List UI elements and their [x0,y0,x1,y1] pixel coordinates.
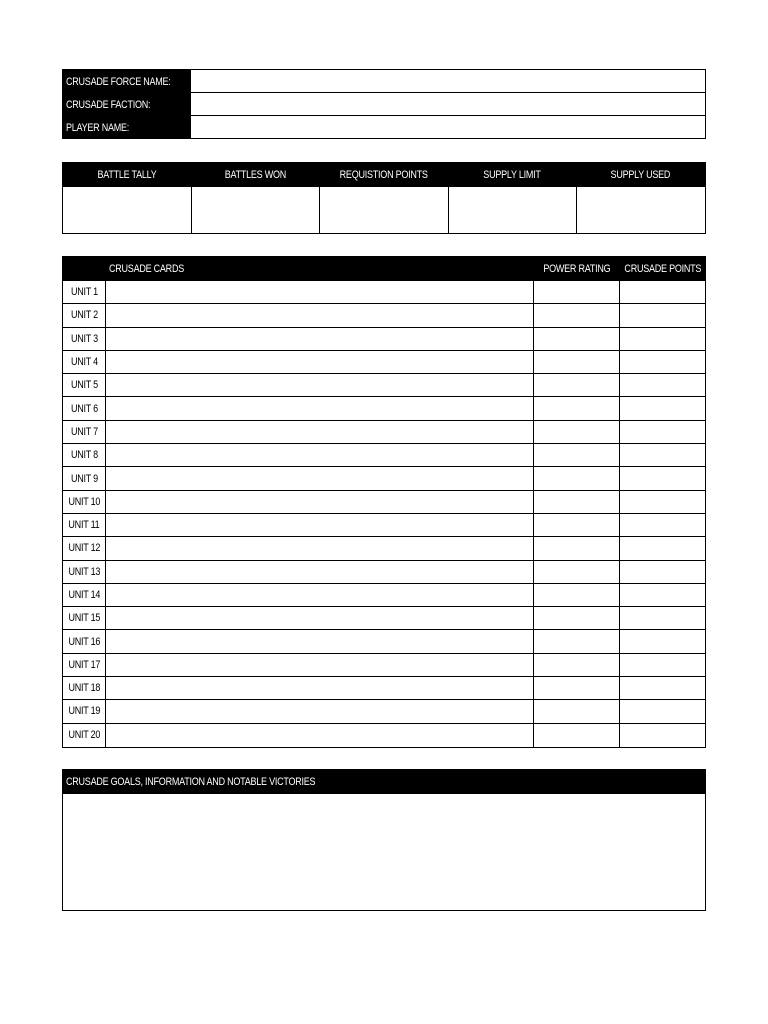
table-row [63,281,705,304]
crusade-points-field[interactable] [620,584,705,606]
crusade-card-field[interactable] [106,467,534,489]
power-rating-field[interactable] [534,654,620,676]
crusade-card-field[interactable] [106,514,534,536]
player-name-label: PLAYER NAME: [66,121,130,134]
unit-label: UNIT 7 [70,425,98,438]
stats-header-row [63,163,705,187]
goals-header [63,770,705,794]
unit-label: UNIT 20 [68,729,100,742]
crusade-stats-table [62,162,706,234]
crusade-points-field[interactable] [620,491,705,513]
unit-label: UNIT 12 [68,542,100,555]
unit-label: UNIT 15 [68,612,100,625]
power-rating-field[interactable] [534,607,620,629]
power-rating-field[interactable] [534,397,620,419]
unit-label: UNIT 6 [70,402,98,415]
force-name-label: CRUSADE FORCE NAME: [66,75,171,88]
unit-label-cell [63,654,106,676]
power-rating-field[interactable] [534,630,620,652]
unit-label-cell [63,397,106,419]
crusade-card-field[interactable] [106,374,534,396]
power-rating-field[interactable] [534,444,620,466]
goals-header-label: CRUSADE GOALS, INFORMATION AND NOTABLE VICTORIES [66,776,316,788]
unit-label-cell [63,700,106,722]
unit-label-cell [63,561,106,583]
unit-label-cell [63,444,106,466]
crusade-points-field[interactable] [620,561,705,583]
crusade-card-field[interactable] [106,724,534,747]
power-rating-field[interactable] [534,537,620,559]
battle-tally-header: BATTLE TALLY [97,169,157,181]
crusade-card-field[interactable] [106,561,534,583]
crusade-points-field[interactable] [620,397,705,419]
battles-won-header: BATTLES WON [224,169,287,181]
crusade-card-field[interactable] [106,281,534,303]
faction-label: CRUSADE FACTION: [66,98,151,111]
table-row [63,677,705,700]
supply-limit-header: SUPPLY LIMIT [483,169,542,181]
table-row [63,374,705,397]
crusade-card-field[interactable] [106,700,534,722]
table-row [63,491,705,514]
crusade-goals-block [62,769,706,911]
power-rating-field[interactable] [534,421,620,443]
unit-label-cell [63,304,106,326]
table-row [63,444,705,467]
table-row [63,467,705,490]
table-row [63,304,705,327]
power-rating-field[interactable] [534,374,620,396]
crusade-points-field[interactable] [620,328,705,350]
unit-label: UNIT 19 [68,705,100,718]
crusade-card-field[interactable] [106,491,534,513]
unit-label-cell [63,374,106,396]
unit-label-cell [63,537,106,559]
units-body [63,281,705,747]
unit-label-cell [63,421,106,443]
table-row [63,654,705,677]
crusade-card-field[interactable] [106,444,534,466]
unit-label-cell [63,328,106,350]
crusade-points-field[interactable] [620,444,705,466]
crusade-points-field[interactable] [620,514,705,536]
crusade-card-field[interactable] [106,584,534,606]
crusade-points-field[interactable] [620,700,705,722]
crusade-card-field[interactable] [106,630,534,652]
player-name-row [63,116,705,139]
power-rating-field[interactable] [534,281,620,303]
crusade-points-field[interactable] [620,421,705,443]
player-name-field[interactable] [191,116,705,139]
crusade-points-field[interactable] [620,351,705,373]
force-name-field[interactable] [191,70,705,93]
crusade-card-field[interactable] [106,397,534,419]
unit-label-cell [63,467,106,489]
power-rating-field[interactable] [534,561,620,583]
table-row [63,397,705,420]
unit-label-cell [63,724,106,747]
table-row [63,561,705,584]
crusade-points-field[interactable] [620,467,705,489]
table-row [63,421,705,444]
crusade-identity-block [62,69,706,139]
unit-label-cell [63,351,106,373]
faction-label-cell [63,93,191,116]
force-name-row [63,70,705,93]
crusade-points-field[interactable] [620,654,705,676]
requisition-points-header: REQUISTION POINTS [339,169,429,181]
supply-limit-field[interactable] [449,187,578,233]
crusade-card-field[interactable] [106,304,534,326]
crusade-card-field[interactable] [106,537,534,559]
unit-label-cell [63,491,106,513]
power-rating-field[interactable] [534,304,620,326]
power-rating-field[interactable] [534,584,620,606]
unit-label: UNIT 8 [70,449,98,462]
crusade-card-field[interactable] [106,654,534,676]
unit-label-cell [63,607,106,629]
table-row [63,351,705,374]
supply-used-header: SUPPLY USED [611,169,671,181]
goals-notes-field[interactable] [63,794,705,910]
table-row [63,537,705,560]
unit-label: UNIT 10 [68,495,100,508]
unit-label: UNIT 5 [70,379,98,392]
power-rating-field[interactable] [534,514,620,536]
crusade-points-field[interactable] [620,281,705,303]
requisition-points-field[interactable] [320,187,449,233]
crusade-cards-header: CRUSADE CARDS [109,263,184,275]
unit-label: UNIT 4 [70,356,98,369]
crusade-points-header: CRUSADE POINTS [624,263,701,275]
power-rating-header: POWER RATING [543,263,611,275]
unit-label: UNIT 17 [68,658,100,671]
stats-value-row [63,187,705,233]
unit-label: UNIT 14 [68,589,100,601]
table-row [63,514,705,537]
unit-label-cell [63,677,106,699]
power-rating-field[interactable] [534,351,620,373]
power-rating-field[interactable] [534,491,620,513]
battles-won-field[interactable] [192,187,321,233]
unit-label: UNIT 11 [68,519,100,532]
unit-label: UNIT 3 [70,332,98,345]
crusade-points-field[interactable] [620,630,705,652]
unit-label: UNIT 16 [68,635,100,648]
table-row [63,630,705,653]
units-header-row [63,257,705,281]
faction-row [63,93,705,116]
power-rating-field[interactable] [534,724,620,747]
power-rating-field[interactable] [534,677,620,699]
unit-label-cell [63,281,106,303]
table-row [63,724,705,747]
battle-tally-field[interactable] [63,187,192,233]
power-rating-field[interactable] [534,467,620,489]
crusade-points-field[interactable] [620,724,705,747]
table-row [63,328,705,351]
unit-label-cell [63,584,106,606]
crusade-cards-table [62,256,706,748]
unit-label: UNIT 2 [70,309,98,322]
power-rating-field[interactable] [534,328,620,350]
table-row [63,607,705,630]
crusade-card-field[interactable] [106,328,534,350]
crusade-points-field[interactable] [620,537,705,559]
table-row [63,584,705,607]
crusade-points-field[interactable] [620,304,705,326]
unit-label-cell [63,630,106,652]
unit-label: UNIT 1 [70,286,98,299]
unit-label: UNIT 13 [68,565,100,578]
faction-field[interactable] [191,93,705,116]
force-name-label-cell [63,70,191,93]
crusade-points-field[interactable] [620,607,705,629]
crusade-card-field[interactable] [106,421,534,443]
crusade-card-field[interactable] [106,351,534,373]
crusade-card-field[interactable] [106,677,534,699]
crusade-card-field[interactable] [106,607,534,629]
supply-used-field[interactable] [577,187,705,233]
crusade-points-field[interactable] [620,677,705,699]
table-row [63,700,705,723]
power-rating-field[interactable] [534,700,620,722]
unit-label: UNIT 18 [68,682,100,695]
player-name-label-cell [63,116,191,139]
unit-label: UNIT 9 [70,472,98,485]
unit-label-cell [63,514,106,536]
crusade-points-field[interactable] [620,374,705,396]
